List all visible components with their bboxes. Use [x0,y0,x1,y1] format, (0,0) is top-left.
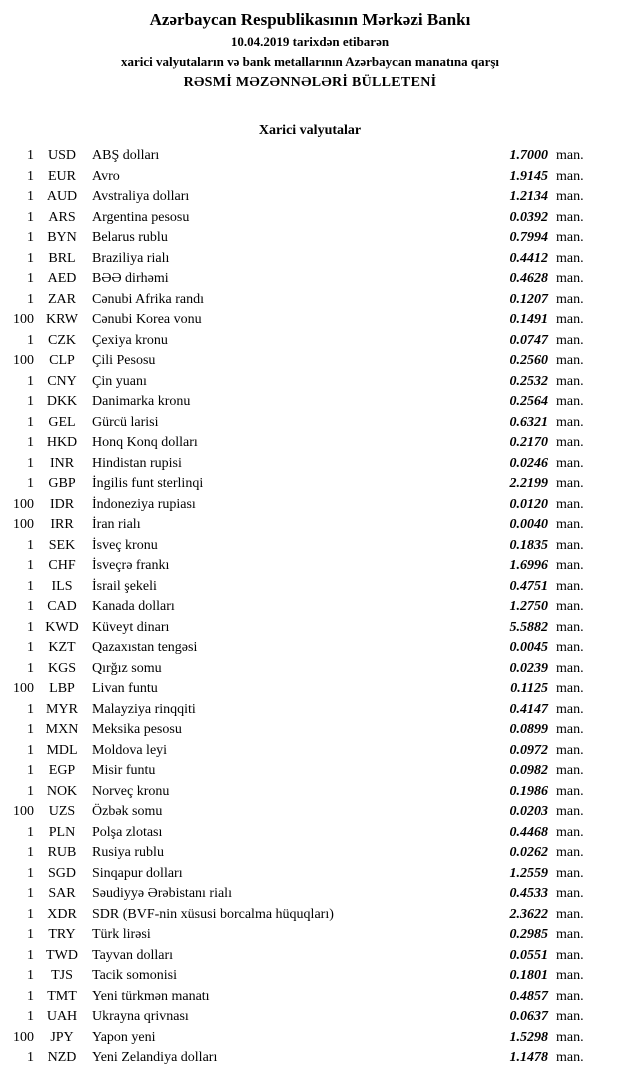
row-currency-code: CHF [48,558,76,573]
row-unit-label: man. [556,701,584,717]
row-rate-value: 0.0045 [509,640,548,655]
row-unit-label: man. [556,1029,584,1045]
row-currency-code: ILS [51,578,73,594]
row-currency-code: IRR [50,517,74,532]
row-unit-label: man. [556,517,584,532]
row-currency-code: UZS [48,804,76,819]
row-currency-name: Səudiyyə Ərəbistanı rialı [92,886,232,901]
row-rate-value: 0.1207 [509,291,548,307]
row-currency-code: KRW [46,312,78,327]
row-nominal: 1 [27,230,34,245]
row-unit-label: man. [556,722,584,737]
row-currency-name: İran rialı [92,517,141,532]
row-currency-name: İsrail şekeli [92,578,157,594]
row-unit-label: man. [556,250,584,266]
row-currency-name: Malayziya rinqqiti [92,701,196,717]
row-unit-label: man. [556,906,584,922]
row-currency-code: KZT [48,640,76,655]
row-currency-name: Qazaxıstan tengəsi [92,640,198,655]
row-currency-name: Norveç kronu [92,783,170,799]
row-currency-code: LBP [49,681,75,696]
currency-row [0,577,594,598]
row-unit-label: man. [556,373,584,389]
row-rate-value: 0.0040 [509,517,548,532]
row-rate-value: 0.0551 [509,947,548,963]
row-nominal: 1 [27,763,34,778]
row-rate-value: 0.2985 [509,927,548,942]
row-unit-label: man. [556,1009,584,1024]
row-currency-name: Qırğız somu [92,660,162,676]
row-currency-name: BƏƏ dirhəmi [92,271,169,286]
row-nominal: 1 [27,886,34,901]
row-unit-label: man. [556,558,584,573]
currency-row [0,208,594,229]
row-rate-value: 1.2559 [509,865,548,881]
currency-row [0,454,594,475]
row-unit-label: man. [556,312,584,327]
currency-row [0,269,594,290]
row-unit-label: man. [556,476,584,491]
row-currency-name: Özbək somu [92,804,163,819]
row-currency-name: İsveç kronu [92,537,158,553]
row-currency-name: Küveyt dinarı [92,619,170,635]
row-currency-name: Türk lirəsi [92,927,151,942]
row-rate-value: 0.4628 [509,271,548,286]
currency-row [0,823,594,844]
row-rate-value: 0.0982 [509,763,548,778]
row-nominal: 1 [27,148,34,163]
row-currency-name: Tayvan dolları [92,947,174,963]
row-currency-name: Sinqapur dolları [92,865,183,881]
row-currency-name: İsveçrə frankı [92,558,170,573]
row-nominal: 1 [27,435,34,450]
row-unit-label: man. [556,927,584,942]
row-unit-label: man. [556,988,584,1004]
row-currency-code: CZK [48,332,76,348]
row-currency-code: IDR [49,496,75,512]
row-nominal: 1 [27,455,34,471]
row-currency-code: RUB [47,845,77,860]
row-currency-code: CAD [47,599,77,614]
row-currency-code: MXN [45,722,79,737]
currency-row [0,884,594,905]
row-currency-name: Yapon yeni [92,1029,156,1045]
row-nominal: 1 [27,968,34,983]
currency-row [0,761,594,782]
currency-row [0,1028,594,1049]
row-currency-name: Braziliya rialı [92,250,170,266]
row-currency-name: Çexiya kronu [92,332,168,348]
row-currency-code: XDR [47,906,77,922]
currency-row [0,556,594,577]
row-unit-label: man. [556,291,584,307]
row-nominal: 1 [27,599,34,614]
currency-row [0,925,594,946]
row-nominal: 1 [27,476,34,491]
row-nominal: 1 [27,906,34,922]
row-nominal: 1 [27,189,34,204]
currency-row [0,905,594,926]
row-unit-label: man. [556,230,584,245]
row-rate-value: 0.2170 [509,435,548,450]
row-unit-label: man. [556,353,584,368]
currency-row [0,413,594,434]
row-unit-label: man. [556,271,584,286]
row-currency-name: Ukrayna qrivnası [92,1009,189,1024]
row-unit-label: man. [556,1050,584,1065]
currency-row [0,228,594,249]
row-rate-value: 0.0239 [509,660,548,676]
row-currency-code: EUR [48,168,76,184]
row-unit-label: man. [556,332,584,348]
currency-row [0,864,594,885]
currency-row [0,659,594,680]
currency-row [0,249,594,270]
row-currency-code: KGS [47,660,76,676]
row-currency-code: GBP [48,476,76,491]
currency-row [0,843,594,864]
currency-row [0,167,594,188]
row-nominal: 1 [27,578,34,594]
row-currency-code: TWD [46,947,78,963]
row-currency-code: DKK [46,394,78,409]
row-nominal: 1 [27,373,34,389]
row-nominal: 100 [13,1029,34,1045]
currency-row [0,392,594,413]
currency-row [0,700,594,721]
row-currency-code: EGP [48,763,76,778]
row-rate-value: 0.0747 [509,332,548,348]
row-unit-label: man. [556,947,584,963]
row-rate-value: 0.4857 [509,988,548,1004]
row-currency-code: USD [47,148,76,163]
row-currency-name: Rusiya rublu [92,845,164,860]
row-nominal: 100 [13,804,34,819]
row-nominal: 1 [27,394,34,409]
row-rate-value: 0.1835 [509,537,548,553]
currency-row [0,1007,594,1028]
row-nominal: 1 [27,988,34,1004]
row-unit-label: man. [556,619,584,635]
row-rate-value: 0.0392 [509,209,548,225]
row-unit-label: man. [556,804,584,819]
row-currency-code: JPY [50,1029,74,1045]
row-rate-value: 1.6996 [509,558,548,573]
currency-row [0,187,594,208]
row-nominal: 1 [27,537,34,553]
bulletin-title: RƏSMİ MƏZƏNNƏLƏRİ BÜLLETENİ [183,75,437,90]
row-nominal: 1 [27,558,34,573]
row-rate-value: 0.4468 [509,824,548,840]
row-currency-code: TRY [48,927,76,942]
row-nominal: 1 [27,414,34,430]
row-currency-code: NZD [47,1050,77,1065]
row-rate-value: 1.2134 [509,189,548,204]
row-nominal: 1 [27,783,34,799]
row-currency-code: ZAR [48,291,76,307]
bulletin-subtitle: xarici valyutaların və bank metallarının Azərbaycan manatına qarşı [120,54,500,69]
row-rate-value: 0.1801 [509,968,548,983]
row-nominal: 1 [27,168,34,184]
currency-row [0,782,594,803]
row-currency-code: BRL [48,250,76,266]
row-nominal: 1 [27,865,34,881]
row-currency-code: TJS [51,968,73,983]
currency-row [0,1048,594,1069]
currency-row [0,372,594,393]
row-rate-value: 2.3622 [509,906,548,922]
row-rate-value: 0.0637 [509,1009,548,1024]
currency-row [0,351,594,372]
row-rate-value: 0.1986 [509,783,548,799]
row-currency-name: Belarus rublu [92,230,168,245]
row-currency-name: Cənubi Afrika randı [92,291,204,307]
currency-row [0,515,594,536]
row-currency-code: BYN [47,230,77,245]
row-nominal: 1 [27,927,34,942]
row-rate-value: 0.4751 [509,578,548,594]
row-currency-name: Danimarka kronu [92,394,191,409]
row-nominal: 1 [27,845,34,860]
row-nominal: 1 [27,1050,34,1065]
row-unit-label: man. [556,599,584,614]
row-rate-value: 0.2532 [509,373,548,389]
row-rate-value: 0.0899 [509,722,548,737]
row-currency-name: Moldova leyi [92,742,168,758]
row-currency-name: Polşa zlotası [92,824,163,840]
row-unit-label: man. [556,189,584,204]
currency-table [0,146,620,1069]
row-unit-label: man. [556,824,584,840]
row-unit-label: man. [556,681,584,696]
bulletin-header [0,8,620,94]
currency-row [0,474,594,495]
row-currency-code: CLP [49,353,75,368]
row-unit-label: man. [556,168,584,184]
row-rate-value: 0.0972 [509,742,548,758]
row-currency-name: Çin yuanı [92,373,147,389]
row-currency-code: KWD [45,619,79,635]
currency-row [0,495,594,516]
row-rate-value: 0.0120 [509,496,548,512]
currency-row [0,802,594,823]
row-currency-code: CNY [47,373,77,389]
row-currency-name: SDR (BVF-nin xüsusi borcalma hüquqları) [92,906,334,922]
section-title-foreign-currencies: Xarici valyutalar [258,123,362,138]
row-currency-code: AUD [46,189,78,204]
row-nominal: 1 [27,701,34,717]
row-unit-label: man. [556,209,584,225]
row-nominal: 1 [27,1009,34,1024]
row-rate-value: 1.1478 [509,1050,548,1065]
row-nominal: 100 [13,312,34,327]
row-currency-name: Yeni Zelandiya dolları [92,1050,218,1065]
row-unit-label: man. [556,640,584,655]
row-rate-value: 0.4147 [509,701,548,717]
row-currency-name: Tacik somonisi [92,968,177,983]
currency-row [0,987,594,1008]
currency-row [0,310,594,331]
currency-row [0,331,594,352]
row-nominal: 1 [27,824,34,840]
currency-row [0,146,594,167]
row-currency-code: HKD [46,435,78,450]
row-currency-code: MYR [46,701,78,717]
currency-row [0,433,594,454]
row-currency-code: PLN [48,824,76,840]
row-nominal: 1 [27,291,34,307]
row-unit-label: man. [556,783,584,799]
currency-row [0,946,594,967]
row-unit-label: man. [556,496,584,512]
row-rate-value: 0.6321 [509,414,548,430]
row-currency-code: MDL [46,742,78,758]
row-rate-value: 0.2560 [509,353,548,368]
currency-row [0,618,594,639]
row-unit-label: man. [556,886,584,901]
row-unit-label: man. [556,660,584,676]
currency-row [0,720,594,741]
row-currency-code: UAH [46,1009,78,1024]
row-unit-label: man. [556,394,584,409]
row-rate-value: 0.2564 [509,394,548,409]
currency-table-body [0,146,594,1069]
row-unit-label: man. [556,742,584,758]
bank-name-title: Azərbaycan Respublikasının Mərkəzi Bankı [149,10,471,29]
row-currency-code: NOK [46,783,78,799]
row-currency-name: Livan funtu [92,681,158,696]
row-unit-label: man. [556,578,584,594]
row-nominal: 1 [27,209,34,225]
row-rate-value: 0.0262 [509,845,548,860]
row-nominal: 1 [27,742,34,758]
row-currency-name: Avstraliya dolları [92,189,190,204]
row-nominal: 1 [27,619,34,635]
row-currency-name: Yeni türkmən manatı [92,988,210,1004]
row-rate-value: 1.2750 [509,599,548,614]
row-currency-name: Hindistan rupisi [92,455,182,471]
row-rate-value: 0.7994 [509,230,548,245]
row-unit-label: man. [556,455,584,471]
row-nominal: 100 [13,496,34,512]
row-nominal: 1 [27,722,34,737]
row-currency-name: Kanada dolları [92,599,175,614]
row-currency-code: SGD [47,865,76,881]
row-rate-value: 0.1125 [510,681,548,696]
row-currency-code: AED [47,271,77,286]
row-currency-code: TMT [47,988,77,1004]
row-unit-label: man. [556,414,584,430]
row-currency-name: Honq Konq dolları [92,435,198,450]
row-rate-value: 0.0246 [509,455,548,471]
row-rate-value: 0.1491 [509,312,548,327]
row-currency-name: İngilis funt sterlinqi [92,476,204,491]
row-nominal: 100 [13,353,34,368]
currency-row [0,741,594,762]
row-currency-name: Argentina pesosu [92,209,190,225]
row-currency-code: GEL [48,414,76,430]
row-currency-code: INR [49,455,75,471]
row-unit-label: man. [556,968,584,983]
row-rate-value: 1.5298 [509,1029,548,1045]
row-rate-value: 5.5882 [509,619,548,635]
row-currency-name: Avro [92,168,120,184]
row-nominal: 1 [27,332,34,348]
row-nominal: 100 [13,681,34,696]
row-nominal: 1 [27,640,34,655]
row-nominal: 1 [27,250,34,266]
row-currency-name: Gürcü larisi [92,414,159,430]
row-rate-value: 0.4533 [509,886,548,901]
row-rate-value: 0.0203 [509,804,548,819]
row-unit-label: man. [556,537,584,553]
row-unit-label: man. [556,435,584,450]
row-currency-name: Misir funtu [92,763,156,778]
currency-row [0,597,594,618]
row-currency-name: Çili Pesosu [92,353,156,368]
currency-row [0,536,594,557]
row-nominal: 1 [27,271,34,286]
row-rate-value: 1.9145 [509,168,548,184]
row-nominal: 1 [27,947,34,963]
row-rate-value: 1.7000 [509,148,548,163]
row-currency-code: SAR [48,886,76,901]
row-currency-name: Meksika pesosu [92,722,182,737]
row-currency-code: ARS [48,209,76,225]
row-nominal: 100 [13,517,34,532]
row-currency-code: SEK [48,537,76,553]
row-currency-name: Cənubi Korea vonu [92,312,202,327]
currency-row [0,290,594,311]
row-unit-label: man. [556,845,584,860]
row-unit-label: man. [556,148,584,163]
currency-row [0,638,594,659]
row-currency-name: ABŞ dolları [92,148,160,163]
row-currency-name: İndoneziya rupiası [92,496,196,512]
row-nominal: 1 [27,660,34,676]
currency-row [0,966,594,987]
row-rate-value: 0.4412 [509,250,548,266]
row-rate-value: 2.2199 [509,476,548,491]
effective-date-line: 10.04.2019 tarixdən etibarən [230,34,390,49]
row-unit-label: man. [556,763,584,778]
currency-row [0,679,594,700]
row-unit-label: man. [556,865,584,881]
